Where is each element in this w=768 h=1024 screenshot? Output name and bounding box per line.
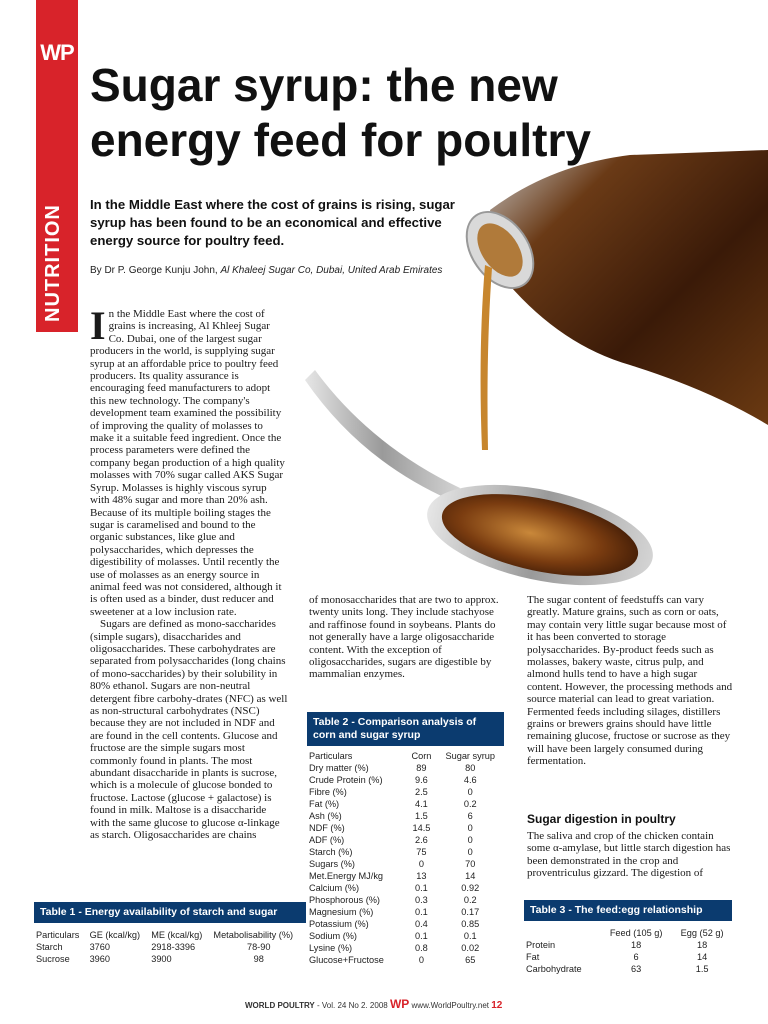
table-row bbox=[307, 786, 504, 798]
table-header-cell: GE (kcal/kg) bbox=[89, 930, 141, 940]
table-3-title: Table 3 - The feed:egg relationship bbox=[524, 900, 732, 921]
table-header-row bbox=[307, 750, 504, 762]
table-cell: 98 bbox=[253, 954, 264, 964]
body-column-3-continued bbox=[527, 830, 735, 880]
table-cell: 3960 bbox=[89, 954, 111, 964]
table-cell: Calcium (%) bbox=[309, 883, 360, 893]
section-label-text: NUTRITION bbox=[42, 204, 64, 322]
table-cell: 18 bbox=[696, 940, 708, 950]
drop-cap: I bbox=[90, 303, 106, 348]
table-cell: 0.1 bbox=[415, 931, 428, 941]
table-row bbox=[524, 939, 732, 951]
table-cell: Ash (%) bbox=[309, 811, 342, 821]
article-deck: In the Middle East where the cost of grains is rising, sugar syrup has been found to be an economical and effective energy source for poultry feed. bbox=[90, 197, 455, 248]
paragraph-oligosaccharides: of monosaccharides that are two to approx. twenty units long. They include stachyose and raffinose found in soybeans. Plants do not generally have a large oligosaccharide content. With the exception of oligosaccharides, sugars are digestible by mammalian enzymes. bbox=[309, 594, 499, 681]
table-row bbox=[307, 822, 504, 834]
footer-publication: WORLD POULTRY bbox=[245, 1001, 315, 1010]
table-cell: 0.8 bbox=[415, 943, 428, 953]
table-cell: Carbohydrate bbox=[526, 964, 582, 974]
table-cell: Sodium (%) bbox=[309, 931, 357, 941]
table-header-row bbox=[524, 927, 732, 939]
table-cell: 0 bbox=[467, 823, 473, 833]
table-cell: 65 bbox=[465, 955, 476, 965]
table-cell: Starch bbox=[36, 942, 63, 952]
table-row bbox=[307, 762, 504, 774]
table-cell: Sugars (%) bbox=[309, 859, 355, 869]
table-cell: 14.5 bbox=[412, 823, 431, 833]
table-cell: 3760 bbox=[89, 942, 111, 952]
paragraph-sugar-content: The sugar content of feedstuffs can vary greatly. Mature grains, such as corn or oats, may contain very little sugar because most of it has been converted to storage polysaccharides. By-product feeds such as molasses, bakery waste, citrus pulp, and almond hulls tend to have a high sugar content. However, the processing methods and source material can lead to great variation. Fermented feeds including silages, distillers grains or brewers grains should have little remaining glucose, fructose or sucrose as they will have been largely consumed during fermentation. bbox=[527, 594, 733, 768]
table-row bbox=[34, 941, 306, 953]
table-cell: 6 bbox=[467, 811, 473, 821]
table-cell: Fibre (%) bbox=[309, 787, 347, 797]
table-header-cell: Metabolisability (%) bbox=[213, 930, 294, 940]
table-cell: 70 bbox=[465, 859, 476, 869]
table-cell: 63 bbox=[631, 964, 642, 974]
table-cell: 1.5 bbox=[415, 811, 428, 821]
table-cell: ADF (%) bbox=[309, 835, 345, 845]
table-cell: 78-90 bbox=[246, 942, 271, 952]
table-cell: Phosphorous (%) bbox=[309, 895, 380, 905]
table-cell: 2.6 bbox=[415, 835, 428, 845]
table-cell: 0.3 bbox=[415, 895, 428, 905]
table-cell: 0 bbox=[467, 847, 473, 857]
table-3 bbox=[524, 900, 732, 975]
table-cell: Crude Protein (%) bbox=[309, 775, 383, 785]
table-cell: 0.1 bbox=[415, 883, 428, 893]
table-header-cell: Feed (105 g) bbox=[609, 928, 663, 938]
paragraph-digestion: The saliva and crop of the chicken contain some α-amylase, but little starch digestion has been demonstrated in the crop and proventriculus gizzard. The digestion of bbox=[527, 830, 731, 880]
body-column-2 bbox=[309, 594, 504, 681]
table-cell: 75 bbox=[416, 847, 427, 857]
table-cell: 0.1 bbox=[415, 907, 428, 917]
table-cell: 18 bbox=[631, 940, 642, 950]
table-cell: Fat bbox=[526, 952, 540, 962]
table-cell: 0.17 bbox=[461, 907, 480, 917]
table-row bbox=[34, 953, 306, 965]
wp-logo: WP bbox=[40, 40, 74, 65]
paragraph-intro bbox=[90, 303, 288, 618]
table-header-cell: Corn bbox=[411, 751, 432, 761]
table-1-title: Table 1 - Energy availability of starch and sugar bbox=[34, 902, 306, 923]
paragraph-sugars: Sugars are defined as mono-saccharides (simple sugars), disaccharides and oligosaccharides. These carbohydrates are separated from polysaccharides (long chains of mono-saccharides) by their solubility in 80% ethanol. Sugars are non-neutral detergent fibre carbohy-drates (NFC) as well as non-structural carbohydrates (NSC) because they are not included in NDF and are found in the cell contents. Glucose and fructose are the simple sugars most commonly found in plants. The most abundant disaccharide in plants is sucrose, which is a molecule of glucose bonded to fructose. Lactose (glucose + galactose) is found in milk. Maltose is a disaccharide with the same glucose to glucose α-linkage as starch. Oligosaccharides are chains bbox=[90, 618, 288, 842]
table-cell: 0.85 bbox=[461, 919, 480, 929]
table-cell: 3900 bbox=[151, 954, 172, 964]
table-cell: Dry matter (%) bbox=[309, 763, 369, 773]
table-cell: NDF (%) bbox=[309, 823, 345, 833]
table-3-grid bbox=[524, 927, 732, 975]
table-cell: 0.92 bbox=[461, 883, 480, 893]
table-row bbox=[307, 930, 504, 942]
table-header-cell: Egg (52 g) bbox=[680, 928, 724, 938]
body-column-1 bbox=[90, 303, 288, 842]
table-row bbox=[307, 906, 504, 918]
footer-issue: - Vol. 24 No 2. 2008 bbox=[314, 1001, 390, 1010]
table-cell: 4.6 bbox=[463, 775, 477, 785]
table-cell: 0.2 bbox=[463, 799, 477, 809]
table-cell: 0 bbox=[418, 859, 424, 869]
table-cell: 4.1 bbox=[415, 799, 428, 809]
table-row bbox=[307, 954, 504, 966]
table-header-cell: Particulars bbox=[36, 930, 80, 940]
table-row bbox=[307, 918, 504, 930]
footer-url: www.WorldPoultry.net bbox=[409, 1001, 492, 1010]
table-header-cell: Particulars bbox=[309, 751, 353, 761]
paragraph-intro-text: n the Middle East where the cost of grains is increasing, Al Khleej Sugar Co. Dubai, one of the largest sugar producers in the world, is supplying sugar syrup at an affordable price to poultry feed producers. Its quality assurance is encouraging feed manufacturers to adopt this new technology. The company's development team examined the possibility of improving the quality of molasses to make it a suitable feed ingredient. Once the process parameters were defined the company began production of a high quality molasses with 70% sugar called AKS Sugar Syrup. Molasses is highly viscous syrup with 48% sugar and more than 20% ash. Because of its multiple boiling stages the sugar is caramelised and bound to the organic substances, like glue and polysaccharides, which depresses the digestibility of molasses. Until recently the use of molasses as an energy source in animal feed was not considered, although it is often used as a binder, dust reducer and sweetener at a low inclusion rate. bbox=[90, 308, 285, 618]
table-2-grid bbox=[307, 750, 504, 966]
table-cell: 1.5 bbox=[695, 964, 709, 974]
table-header-cell: Sugar syrup bbox=[445, 751, 496, 761]
page-footer bbox=[245, 997, 502, 1011]
table-row bbox=[307, 858, 504, 870]
table-row bbox=[307, 846, 504, 858]
table-cell: 0.02 bbox=[461, 943, 480, 953]
table-cell: 14 bbox=[696, 952, 708, 962]
table-cell: Glucose+Fructose bbox=[309, 955, 384, 965]
table-cell: 0 bbox=[418, 955, 424, 965]
syrup-photo bbox=[300, 150, 768, 620]
table-cell: 6 bbox=[633, 952, 639, 962]
article-headline: Sugar syrup: the new energy feed for poultry bbox=[90, 59, 591, 166]
table-row bbox=[524, 963, 732, 975]
table-cell: 2.5 bbox=[415, 787, 428, 797]
table-row bbox=[307, 774, 504, 786]
table-row bbox=[524, 951, 732, 963]
table-cell: Magnesium (%) bbox=[309, 907, 374, 917]
table-cell: Potassium (%) bbox=[309, 919, 369, 929]
byline-affiliation: Al Khaleej Sugar Co, Dubai, United Arab Emirates bbox=[220, 265, 443, 276]
table-cell: Sucrose bbox=[36, 954, 70, 964]
table-header-row bbox=[34, 929, 306, 941]
subhead-sugar-digestion: Sugar digestion in poultry bbox=[527, 812, 676, 826]
table-cell: 9.6 bbox=[415, 775, 428, 785]
table-header-cell: ME (kcal/kg) bbox=[151, 930, 203, 940]
table-row bbox=[307, 834, 504, 846]
table-cell: Lysine (%) bbox=[309, 943, 353, 953]
body-column-3 bbox=[527, 594, 735, 768]
table-row bbox=[307, 894, 504, 906]
table-cell: 0 bbox=[467, 835, 473, 845]
table-cell: 2918-3396 bbox=[151, 942, 196, 952]
table-cell: Met.Energy MJ/kg bbox=[309, 871, 384, 881]
table-cell: 0 bbox=[467, 787, 473, 797]
table-cell: 0.4 bbox=[415, 919, 428, 929]
table-1-grid bbox=[34, 929, 306, 965]
table-row bbox=[307, 798, 504, 810]
table-cell: 0.2 bbox=[463, 895, 477, 905]
table-cell: Starch (%) bbox=[309, 847, 353, 857]
footer-wp-logo: WP bbox=[389, 997, 410, 1011]
table-2-title: Table 2 - Comparison analysis of corn and sugar syrup bbox=[307, 712, 504, 746]
table-cell: Fat (%) bbox=[309, 799, 340, 809]
table-cell: 89 bbox=[416, 763, 427, 773]
table-cell: 13 bbox=[416, 871, 427, 881]
byline-author: By Dr P. George Kunju John, bbox=[90, 265, 221, 276]
table-row bbox=[307, 942, 504, 954]
table-cell: 14 bbox=[465, 871, 476, 881]
table-row bbox=[307, 870, 504, 882]
table-row bbox=[307, 810, 504, 822]
table-cell: 0.1 bbox=[463, 931, 477, 941]
table-cell: Protein bbox=[526, 940, 556, 950]
table-cell: 80 bbox=[465, 763, 476, 773]
table-2 bbox=[307, 712, 504, 966]
table-header-cell bbox=[524, 927, 600, 939]
table-row bbox=[307, 882, 504, 894]
table-1 bbox=[34, 902, 306, 965]
page-number: 12 bbox=[491, 1000, 503, 1011]
